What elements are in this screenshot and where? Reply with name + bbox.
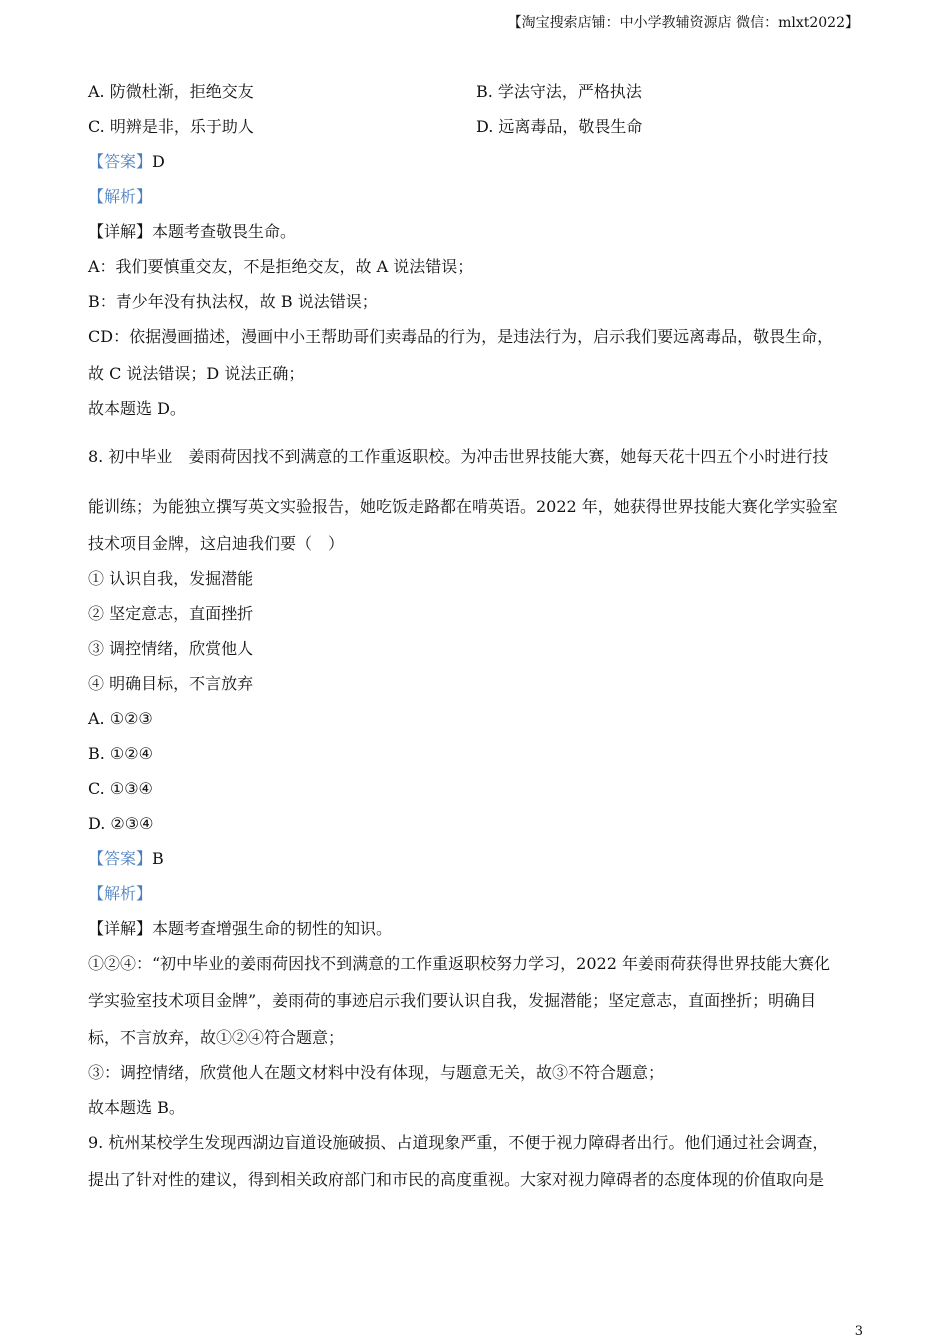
q8-option-b: B. ①②④ [88,744,153,763]
q8-stem-line: 8. 初中毕业 姜雨荷因找不到满意的工作重返职校。为冲击世界技能大赛，她每天花十四五个小时进行技 [88,447,829,466]
q7-analysis-label: 【解析】 [88,187,153,206]
q8-statement: ① 认识自我，发掘潜能 [88,569,254,588]
q7-explanation-line: CD：依据漫画描述，漫画中小王帮助哥们卖毒品的行为，是违法行为，启示我们要远离毒品，敬畏生命， [88,327,834,346]
q8-explanation-line: 学实验室技术项目金牌”，姜雨荷的事迹启示我们要认识自我，发掘潜能；坚定意志，直面挫折；明确目 [88,991,817,1010]
q8-statement: ② 坚定意志，直面挫折 [88,604,254,623]
detail-label: 【详解】 [88,919,153,938]
q7-explanation-line: A：我们要慎重交友，不是拒绝交友，故 A 说法错误； [88,257,474,276]
q8-conclusion: 故本题选 B。 [88,1098,185,1117]
answer-label: 【答案】 [88,152,153,171]
q8-explanation-line: 标，不言放弃，故①②④符合题意； [88,1028,345,1047]
q9-stem-line: 提出了针对性的建议，得到相关政府部门和市民的高度重视。大家对视力障碍者的态度体现的价值取向是 [88,1170,825,1189]
q8-detail [88,919,392,939]
header-watermark: 【淘宝搜索店铺：中小学教辅资源店 微信：mlxt2022】 [507,15,859,31]
detail-text: 本题考查敬畏生命。 [152,222,297,241]
q8-option-c: C. ①③④ [88,779,153,798]
q7-option-a: A. 防微杜渐，拒绝交友 [88,82,254,101]
q7-option-b: B. 学法守法，严格执法 [476,82,642,101]
q9-stem-line: 9. 杭州某校学生发现西湖边盲道设施破损、占道现象严重，不便于视力障碍者出行。他们通过社会调查， [88,1133,829,1152]
page-number: 3 [854,1324,863,1339]
q7-conclusion: 故本题选 D。 [88,399,186,418]
answer-value: B [152,849,164,868]
detail-label: 【详解】 [88,222,153,241]
q8-explanation-line: ①②④：“初中毕业的姜雨荷因找不到满意的工作重返职校努力学习，2022 年姜雨荷获得世界技能大赛化 [88,954,830,973]
q7-option-c: C. 明辨是非，乐于助人 [88,117,254,136]
q7-explanation-line: 故 C 说法错误；D 说法正确； [88,364,305,383]
answer-label: 【答案】 [88,849,153,868]
q8-statement: ③ 调控情绪，欣赏他人 [88,639,254,658]
q7-option-d: D. 远离毒品，敬畏生命 [476,117,643,136]
q8-stem-line: 技术项目金牌，这启迪我们要（ ） [88,534,345,553]
answer-value: D [152,152,165,171]
q8-option-a: A. ①②③ [88,709,153,728]
q8-explanation-line: ③：调控情绪，欣赏他人在题文材料中没有体现，与题意无关，故③不符合题意； [88,1063,665,1082]
q8-option-d: D. ②③④ [88,814,154,833]
q7-answer [88,152,165,172]
q8-stem-line: 能训练；为能独立撰写英文实验报告，她吃饭走路都在啃英语。2022 年，她获得世界技能大赛化学实验室 [88,497,838,516]
q7-explanation-line: B：青少年没有执法权，故 B 说法错误； [88,292,378,311]
q7-detail [88,222,296,242]
q8-answer [88,849,164,869]
q8-statement: ④ 明确目标，不言放弃 [88,674,254,693]
q8-analysis-label: 【解析】 [88,884,153,903]
detail-text: 本题考查增强生命的韧性的知识。 [152,919,393,938]
